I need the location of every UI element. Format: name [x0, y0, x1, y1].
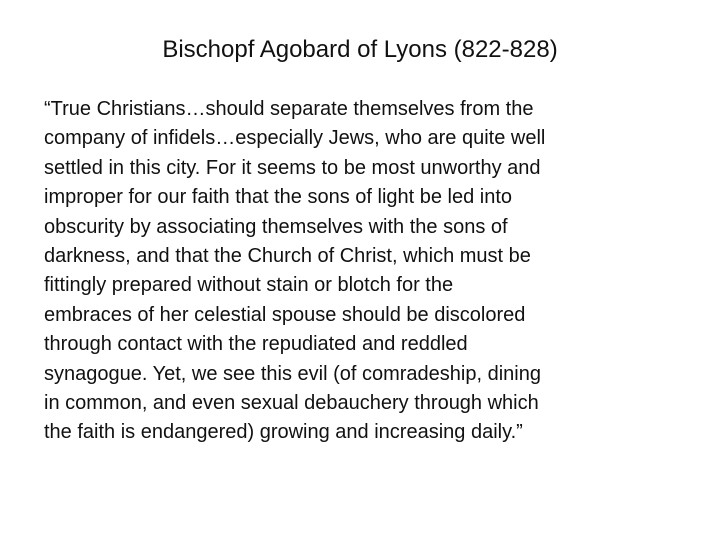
quote-line: through contact with the repudiated and reddled — [44, 333, 468, 356]
slide-title: Bischopf Agobard of Lyons (822-828) — [162, 36, 558, 63]
quote-line: improper for our faith that the sons of light be led into — [44, 186, 513, 209]
quote-line: company of infidels…especially Jews, who are quite well — [44, 127, 546, 150]
quote-line: darkness, and that the Church of Christ, which must be — [44, 245, 531, 268]
quote-body — [44, 95, 680, 448]
quote-line: fittingly prepared without stain or blotch for the — [44, 274, 454, 297]
quote-line: obscurity by associating themselves with the sons of — [44, 215, 508, 238]
quote-line: the faith is endangered) growing and increasing daily.” — [44, 421, 523, 444]
quote-line: embraces of her celestial spouse should be discolored — [44, 303, 526, 326]
quote-line: settled in this city. For it seems to be most unworthy and — [44, 156, 541, 179]
quote-line: “True Christians…should separate themselves from the — [44, 98, 534, 120]
quote-line: in common, and even sexual debauchery through which — [44, 392, 539, 415]
quote-line: synagogue. Yet, we see this evil (of comradeship, dining — [44, 362, 541, 385]
